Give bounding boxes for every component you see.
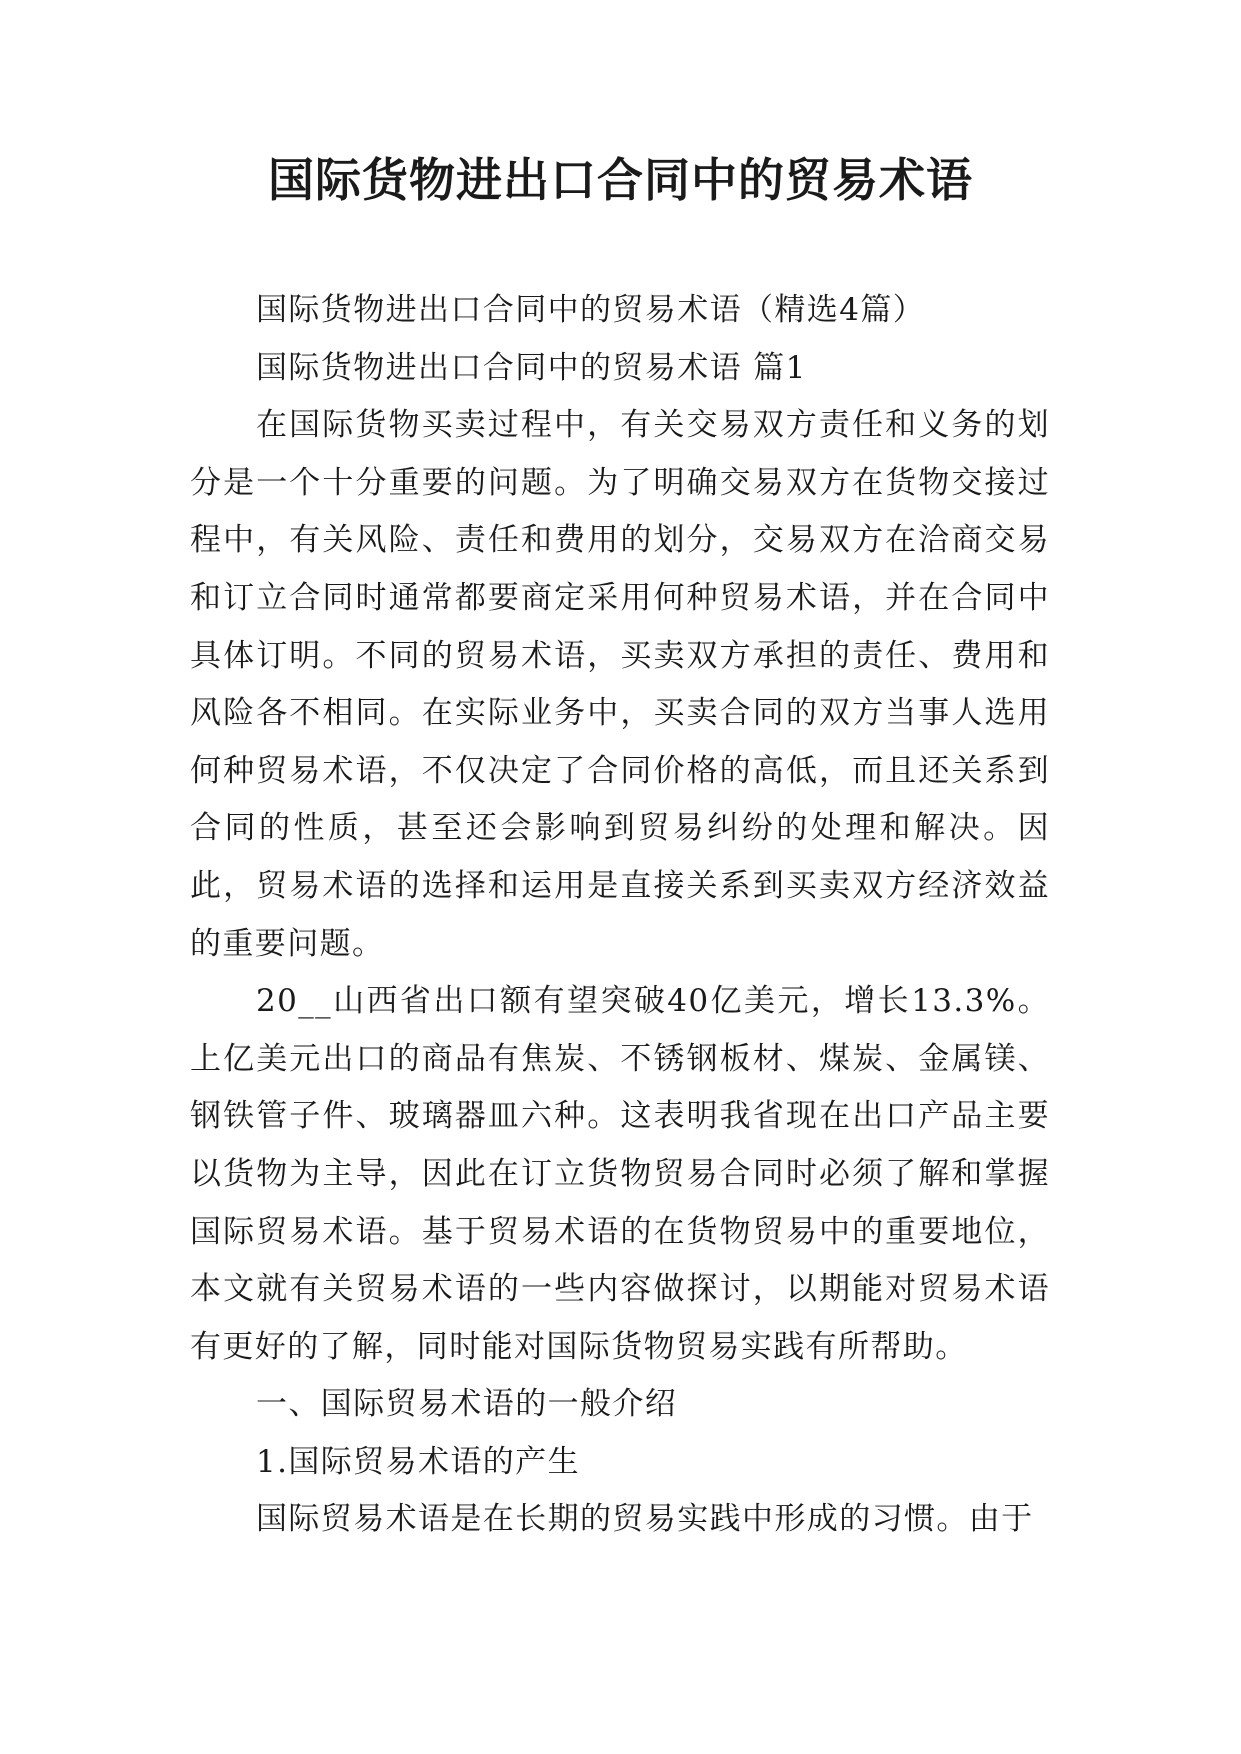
document-body [190, 282, 1050, 1549]
section-heading: 国际货物进出口合同中的贸易术语 篇1 [256, 349, 807, 386]
heading-level-2: 1.国际贸易术语的产生 [256, 1443, 580, 1480]
document-title: 国际货物进出口合同中的贸易术语 [268, 153, 973, 207]
body-paragraph: 20__山西省出口额有望突破40亿美元，增长13.3%。上亿美元出口的商品有焦炭、不锈钢板材、煤炭、金属镁、钢铁管子件、玻璃器皿六种。这表明我省现在出口产品主要以货物为主导，因此在订立货物贸易合同时必须了解和掌握国际贸易术语。基于贸易术语的在货物贸易中的重要地位，本文就有关贸易术语的一些内容做探讨，以期能对贸易术语有更好的了解，同时能对国际货物贸易实践有所帮助。 [190, 983, 1050, 1365]
body-paragraph: 在国际货物买卖过程中，有关交易双方责任和义务的划分是一个十分重要的问题。为了明确交易双方在货物交接过程中，有关风险、责任和费用的划分，交易双方在洽商交易和订立合同时通常都要商定采用何种贸易术语，并在合同中具体订明。不同的贸易术语，买卖双方承担的责任、费用和风险各不相同。在实际业务中，买卖合同的双方当事人选用何种贸易术语，不仅决定了合同价格的高低，而且还关系到合同的性质，甚至还会影响到贸易纠纷的处理和解决。因此，贸易术语的选择和运用是直接关系到买卖双方经济效益的重要问题。 [190, 407, 1050, 962]
body-paragraph: 国际贸易术语是在长期的贸易实践中形成的习惯。由于 [256, 1501, 1034, 1538]
heading-level-1: 一、国际贸易术语的一般介绍 [256, 1386, 678, 1423]
subtitle-line: 国际货物进出口合同中的贸易术语（精选4篇） [256, 292, 926, 328]
